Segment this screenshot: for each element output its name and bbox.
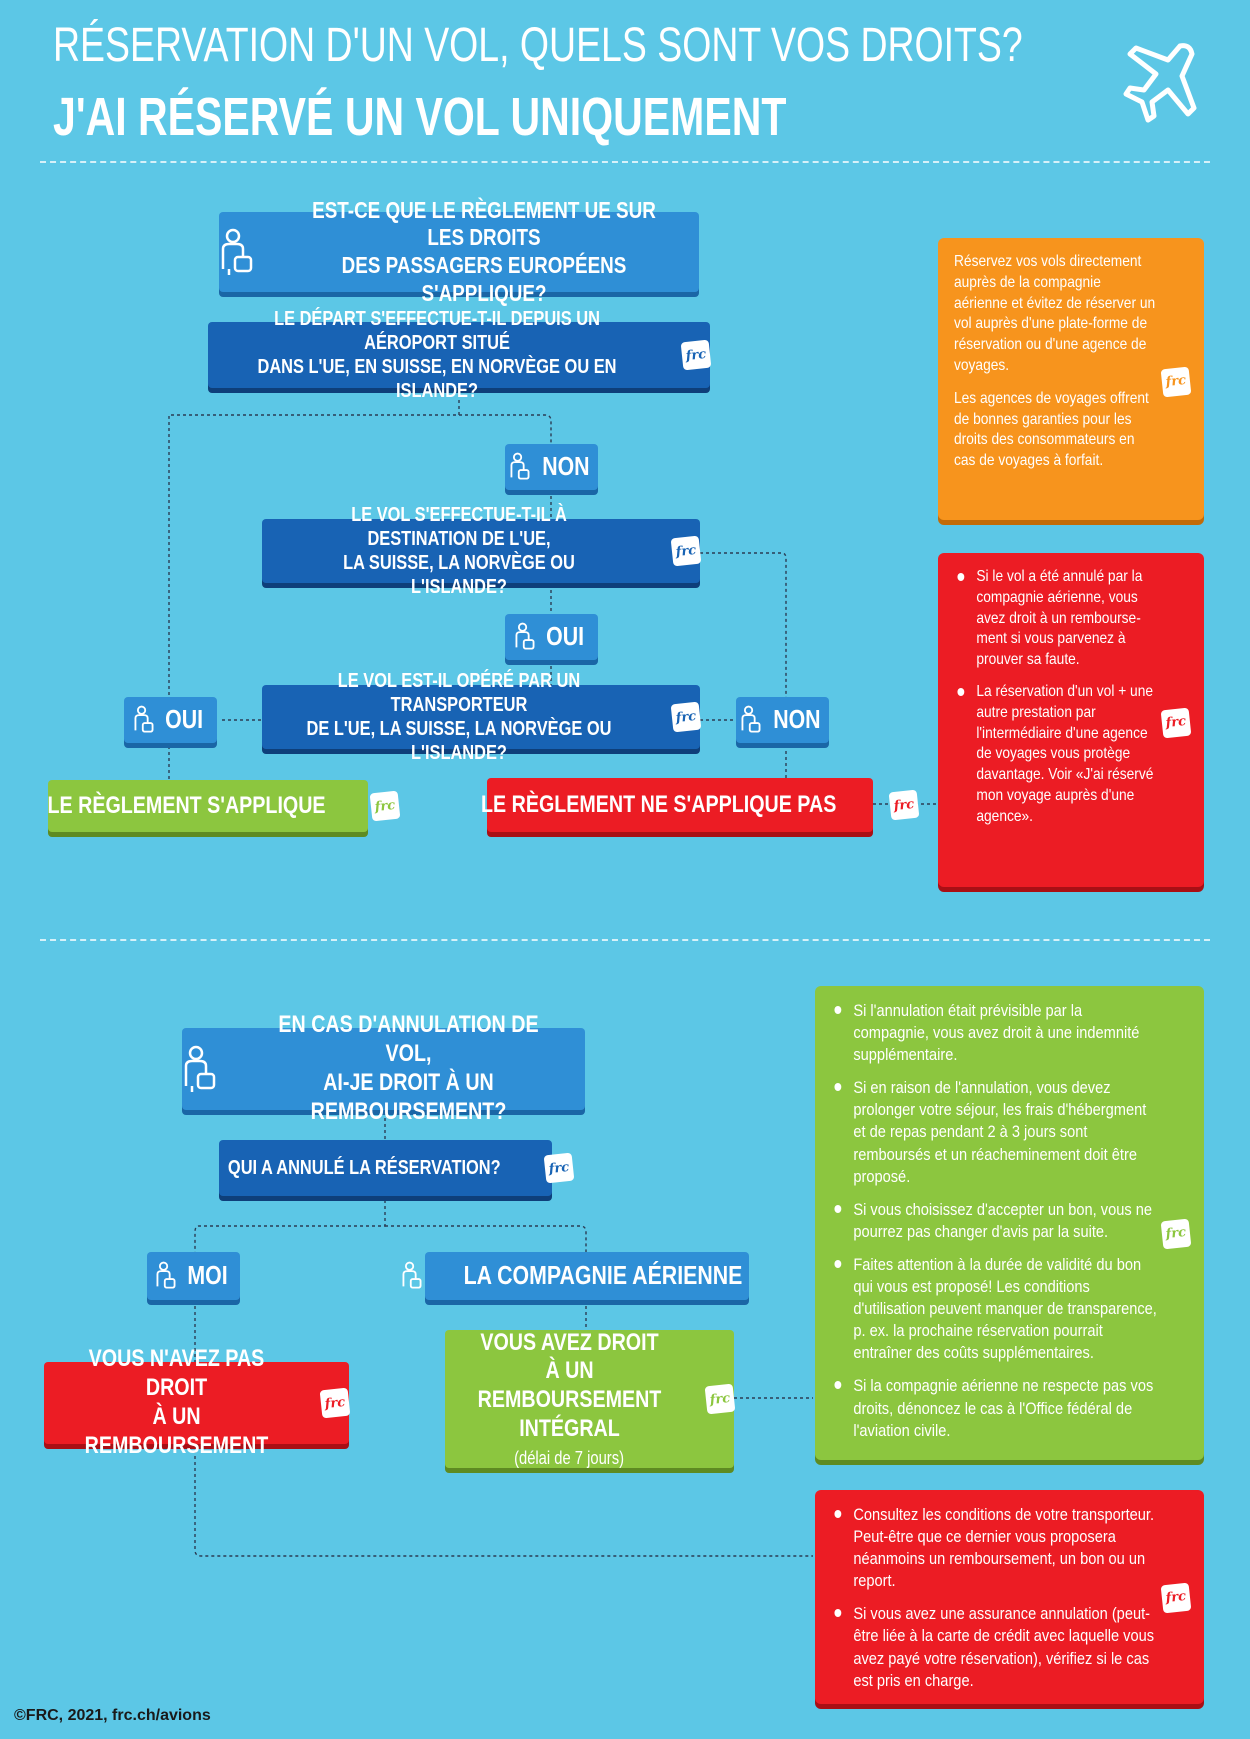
info-refund-3: Si vous choisissez d'accepter un bon, vous ne pourrez pas changer d'avis par la suite. — [831, 1199, 1160, 1243]
airline-text: LA COMPAGNIE AÉRIENNE — [463, 1260, 743, 1291]
info-no-refund-1: Consultez les conditions de votre transporteur. Peut-être que ce dernier vous proposera néanmoins un remboursement, un bon ou un report. — [831, 1504, 1160, 1592]
passenger-icon — [133, 704, 155, 736]
frc-logo: frc — [671, 536, 702, 567]
info-refund-4: Faites attention à la durée de validité du bon qui vous est proposé! Les conditions d'utilisation peuvent manquer de transparence, p. ex. la prochaine réservation pourrait entraîner des coûts supplémentaires. — [831, 1254, 1160, 1364]
result-no-refund-text: VOUS N'AVEZ PAS DROIT À UN REMBOURSEMENT — [84, 1345, 269, 1459]
info-not-applies-2: La réservation d'un vol + une autre prestation par l'intermédiaire d'une agence de voyages vous protège davantage. Voir «J'ai réservé mon voyage auprès d'une agence». — [954, 682, 1157, 828]
passenger-icon — [155, 1260, 177, 1292]
footer-credit: ©FRC, 2021, frc.ch/avions — [14, 1707, 211, 1724]
tip-booking-1: Réservez vos vols directement auprès de la compagnie aérienne et évitez de réserver un vol auprès d'une plate-forme de réservation ou d'une agence de voyages. — [954, 253, 1156, 374]
passenger-icon — [401, 1260, 423, 1292]
result-refund-delay: (délai de 7 jours) — [514, 1447, 625, 1468]
result-refund — [445, 1330, 734, 1468]
airline-label — [425, 1252, 749, 1300]
info-panel-refund — [815, 986, 1204, 1460]
separator-middle — [40, 939, 1210, 941]
oui-label-1 — [505, 614, 598, 660]
oui-label-left — [124, 697, 217, 743]
frc-logo: frc — [681, 340, 712, 371]
q-depart: LE DÉPART S'EFFECTUE-T-IL DEPUIS UN AÉROPORT SITUÉ DANS L'UE, EN SUISSE, EN NORVÈGE OU EN ISLANDE? — [257, 308, 617, 402]
question-box-refund — [182, 1011, 585, 1125]
frc-logo: frc — [1161, 1583, 1192, 1614]
result-refund-text: VOUS AVEZ DROIT À UN REMBOURSEMENT INTÉGRAL — [477, 1328, 662, 1442]
frc-logo: frc — [369, 791, 400, 822]
page-subtitle: J'AI RÉSERVÉ UN VOL UNIQUEMENT — [53, 87, 787, 147]
question-eu-rules: EST-CE QUE LE RÈGLEMENT UE SUR LES DROITS DES PASSAGERS EUROPÉENS S'APPLIQUE? — [312, 196, 656, 306]
question-box-eu-rules — [219, 196, 699, 306]
result-not-applies — [481, 778, 915, 832]
q-destination: LE VOL S'EFFECTUE-T-IL À DESTINATION DE L'UE, LA SUISSE, LA NORVÈGE OU L'ISLANDE? — [343, 504, 575, 598]
tip-booking-2: Les agences de voyages offrent de bonnes garanties pour les droits des consommateurs en cas de voyages à forfait. — [954, 389, 1149, 470]
non-label-right — [736, 697, 829, 743]
oui-text: OUI — [546, 621, 585, 652]
non-text: NON — [541, 451, 590, 482]
q-depart-box — [208, 308, 710, 402]
q-destination-box — [262, 504, 700, 598]
moi-label — [147, 1252, 240, 1300]
passenger-icon — [182, 1044, 218, 1094]
passenger-icon — [509, 451, 531, 483]
result-no-refund — [44, 1345, 349, 1459]
frc-logo: frc — [671, 702, 702, 733]
info-no-refund-2: Si vous avez une assurance annulation (peut-être liée à la carte de crédit avec laquelle vous avez payé votre réservation), vérifiez si le cas est pris en charge. — [831, 1603, 1160, 1691]
result-applies-text: LE RÈGLEMENT S'APPLIQUE — [47, 791, 327, 819]
frc-logo: frc — [1161, 708, 1192, 739]
q-carrier-box — [262, 670, 700, 764]
info-panel-no-refund — [815, 1490, 1204, 1704]
passenger-icon — [219, 227, 255, 277]
q-carrier: LE VOL EST-IL OPÉRÉ PAR UN TRANSPORTEUR DE L'UE, LA SUISSE, LA NORVÈGE OU L'ISLANDE? — [306, 670, 612, 764]
q-who-cancelled: QUI A ANNULÉ LA RÉSERVATION? — [228, 1157, 501, 1179]
frc-logo: frc — [705, 1384, 736, 1415]
frc-logo: frc — [320, 1388, 351, 1419]
non-right-text: NON — [772, 704, 821, 735]
tip-panel-booking — [938, 238, 1204, 520]
separator-top — [40, 161, 1210, 163]
info-refund-1: Si l'annulation était prévisible par la compagnie, vous avez droit à une indemnité supplémentaire. — [831, 1000, 1160, 1066]
info-not-applies-1: Si le vol a été annulé par la compagnie aérienne, vous avez droit à un rembourse-ment si vous parvenez à prouver sa faute. — [954, 567, 1157, 671]
question-refund: EN CAS D'ANNULATION DE VOL, AI-JE DROIT À UN REMBOURSEMENT? — [278, 1011, 539, 1125]
info-panel-not-applies — [938, 553, 1204, 887]
q-who-cancelled-box — [219, 1140, 570, 1196]
frc-logo: frc — [543, 1153, 574, 1184]
airplane-icon — [1108, 36, 1200, 128]
result-not-applies-text: LE RÈGLEMENT NE S'APPLIQUE PAS — [481, 790, 837, 818]
frc-logo: frc — [1161, 367, 1192, 398]
non-label-1 — [505, 444, 598, 490]
info-refund-5: Si la compagnie aérienne ne respecte pas vos droits, dénoncez le cas à l'Office fédéral de l'aviation civile. — [831, 1375, 1160, 1441]
oui-left-text: OUI — [165, 704, 204, 735]
frc-logo: frc — [888, 790, 919, 821]
info-refund-2: Si en raison de l'annulation, vous devez prolonger votre séjour, les frais d'hébergment et de repas pendant 2 à 3 jours sont remboursés et un réacheminement doit être proposé. — [831, 1077, 1160, 1187]
moi-text: MOI — [187, 1260, 228, 1291]
passenger-icon — [740, 704, 762, 736]
frc-logo: frc — [1161, 1219, 1192, 1250]
passenger-icon — [514, 621, 536, 653]
result-applies — [47, 780, 396, 832]
page-title: RÉSERVATION D'UN VOL, QUELS SONT VOS DROITS? — [53, 19, 1023, 72]
